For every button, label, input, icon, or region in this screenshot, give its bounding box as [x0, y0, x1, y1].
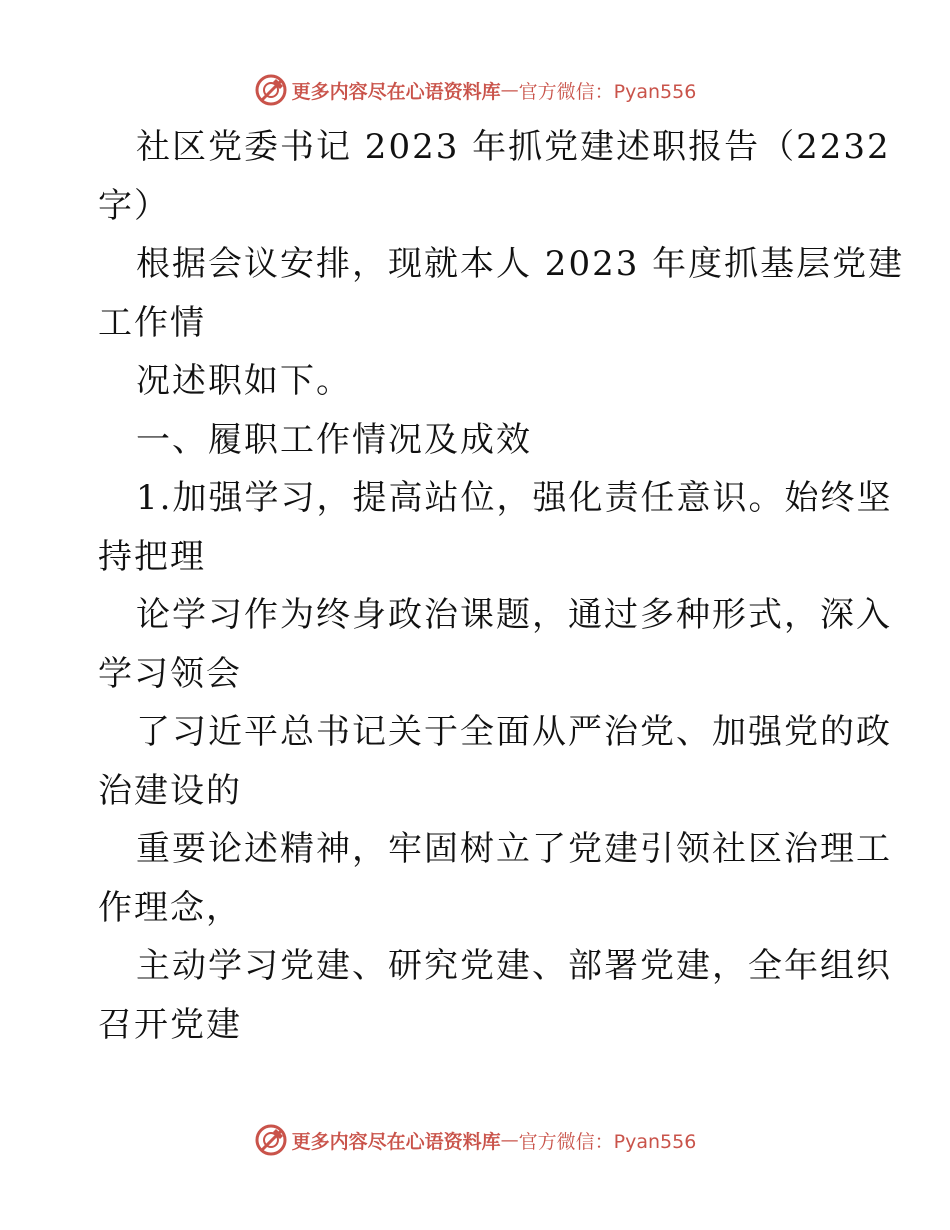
watermark-wechat-text: 官方微信：Pyan556: [518, 1130, 697, 1153]
paragraph-line: 论学习作为终身政治课题，通过多种形式，深入: [136, 595, 892, 635]
logo-icon: [254, 73, 288, 107]
watermark-brand-text: 更多内容尽在心语资料库: [291, 80, 501, 103]
watermark-banner-bottom: [0, 1120, 950, 1160]
watermark-separator: —: [500, 79, 519, 101]
paragraph-line: 学习领会: [98, 653, 242, 694]
paragraph-line: 重要论述精神，牢固树立了党建引领社区治理工: [136, 829, 892, 869]
logo-icon: [254, 1123, 288, 1157]
document-body: [98, 118, 905, 1054]
paragraph-line: 况述职如下。: [136, 361, 352, 401]
paragraph-line: 了习近平总书记关于全面从严治党、加强党的政: [136, 712, 892, 752]
watermark-banner-top: [0, 70, 950, 110]
paragraph-line: 主动学习党建、研究党建、部署党建，全年组织: [136, 946, 892, 986]
document-title-line-2: 字）: [98, 185, 170, 226]
paragraph-line: 召开党建: [98, 1004, 242, 1045]
paragraph-line: 工作情: [98, 302, 206, 343]
paragraph-line: 持把理: [98, 536, 206, 577]
paragraph-line: 根据会议安排，现就本人 2023 年度抓基层党建: [136, 244, 905, 284]
section-heading: 一、履职工作情况及成效: [136, 419, 532, 460]
paragraph-line: 治建设的: [98, 770, 242, 811]
paragraph-line: 作理念，: [98, 887, 242, 928]
watermark-separator: —: [500, 1129, 519, 1151]
watermark-wechat-text: 官方微信：Pyan556: [518, 80, 697, 103]
document-title-line-1: 社区党委书记 2023 年抓党建述职报告（2232: [136, 127, 891, 167]
paragraph-line: 1.加强学习，提高站位，强化责任意识。始终坚: [136, 478, 893, 518]
watermark-brand-text: 更多内容尽在心语资料库: [291, 1130, 501, 1153]
